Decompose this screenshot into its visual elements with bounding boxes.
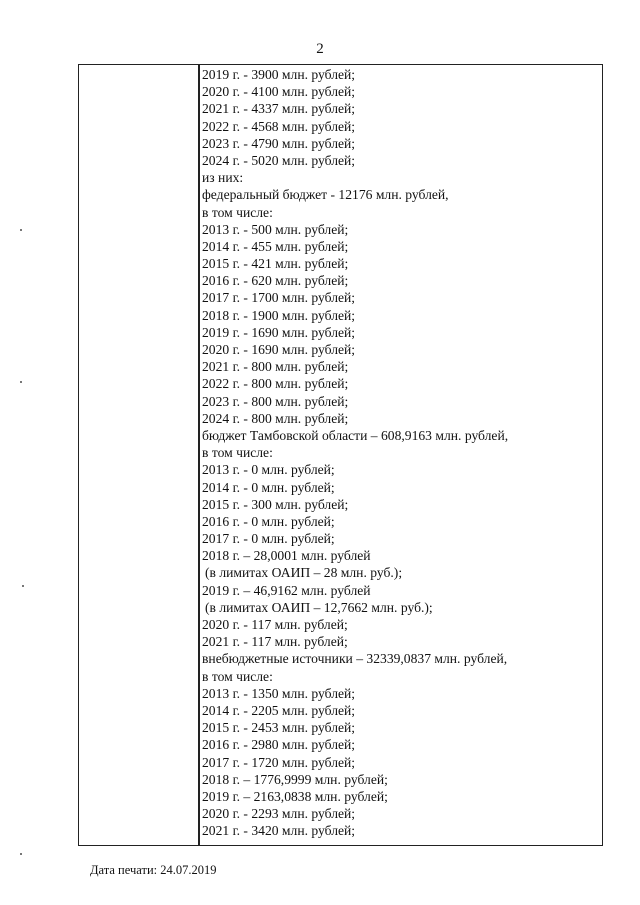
funding-line: 2024 г. - 800 млн. рублей; xyxy=(202,410,349,426)
funding-line: 2014 г. - 0 млн. рублей; xyxy=(202,479,335,495)
funding-line: 2021 г. - 800 млн. рублей; xyxy=(202,359,349,375)
page-number: 2 xyxy=(316,41,324,57)
scan-speck xyxy=(20,381,22,383)
funding-line: 2014 г. - 2205 млн. рублей; xyxy=(202,702,356,718)
funding-line: 2024 г. - 5020 млн. рублей; xyxy=(202,152,356,168)
funding-line: 2015 г. - 300 млн. рублей; xyxy=(202,496,349,512)
funding-line: 2023 г. - 800 млн. рублей; xyxy=(202,393,349,409)
funding-line: 2019 г. - 3900 млн. рублей; xyxy=(202,67,356,82)
funding-line: в том числе: xyxy=(202,668,273,684)
funding-lines xyxy=(202,66,600,839)
funding-note-line: (в лимитах ОАИП – 12,7662 млн. руб.); xyxy=(205,599,433,615)
funding-line: 2020 г. - 117 млн. рублей; xyxy=(202,617,348,632)
funding-note-line: (в лимитах ОАИП – 28 млн. руб.); xyxy=(205,565,403,581)
funding-line: 2016 г. - 0 млн. рублей; xyxy=(202,513,335,529)
funding-line: 2020 г. - 2293 млн. рублей; xyxy=(202,806,356,822)
funding-line: 2015 г. - 421 млн. рублей; xyxy=(202,256,349,272)
funding-line: 2017 г. - 1720 млн. рублей; xyxy=(202,754,356,770)
funding-line: 2013 г. - 1350 млн. рублей; xyxy=(202,685,356,701)
funding-line: 2022 г. - 4568 млн. рублей; xyxy=(202,118,356,134)
funding-line: 2014 г. - 455 млн. рублей; xyxy=(202,238,349,254)
funding-line: 2017 г. - 0 млн. рублей; xyxy=(202,531,335,547)
funding-line: 2021 г. - 4337 млн. рублей; xyxy=(202,101,356,117)
scan-speck xyxy=(22,585,24,587)
funding-line: 2017 г. - 1700 млн. рублей; xyxy=(202,290,356,306)
funding-line: 2022 г. - 800 млн. рублей; xyxy=(202,376,349,392)
column-divider xyxy=(198,64,200,846)
funding-line: внебюджетные источники – 32339,0837 млн. рублей, xyxy=(202,651,508,667)
funding-line: в том числе: xyxy=(202,445,273,461)
funding-line: 2020 г. - 4100 млн. рублей; xyxy=(202,84,356,100)
funding-line: 2018 г. - 1900 млн. рублей; xyxy=(202,307,356,323)
scan-speck xyxy=(20,229,22,231)
funding-line: 2023 г. - 4790 млн. рублей; xyxy=(202,135,356,151)
funding-line: 2013 г. - 500 млн. рублей; xyxy=(202,221,349,237)
funding-line: 2020 г. - 1690 млн. рублей; xyxy=(202,342,356,357)
print-date: Дата печати: 24.07.2019 xyxy=(90,863,217,877)
scan-speck xyxy=(20,853,22,855)
funding-line: 2019 г. – 46,9162 млн. рублей xyxy=(202,582,371,598)
funding-line: 2018 г. – 1776,9999 млн. рублей; xyxy=(202,771,388,787)
funding-line: 2013 г. - 0 млн. рублей; xyxy=(202,462,335,478)
funding-line: федеральный бюджет - 12176 млн. рублей, xyxy=(202,187,449,203)
funding-line: 2018 г. – 28,0001 млн. рублей xyxy=(202,548,371,564)
funding-line: бюджет Тамбовской области – 608,9163 млн. рублей, xyxy=(202,427,509,443)
funding-line: 2015 г. - 2453 млн. рублей; xyxy=(202,720,356,736)
funding-line: 2016 г. - 620 млн. рублей; xyxy=(202,273,349,289)
funding-line: из них: xyxy=(202,170,244,186)
funding-line: 2021 г. - 117 млн. рублей; xyxy=(202,634,348,650)
funding-line: 2019 г. - 1690 млн. рублей; xyxy=(202,324,356,340)
funding-line: 2016 г. - 2980 млн. рублей; xyxy=(202,737,356,753)
funding-line: 2021 г. - 3420 млн. рублей; xyxy=(202,823,356,839)
funding-line: в том числе: xyxy=(202,204,273,220)
funding-line: 2019 г. – 2163,0838 млн. рублей; xyxy=(202,788,388,804)
